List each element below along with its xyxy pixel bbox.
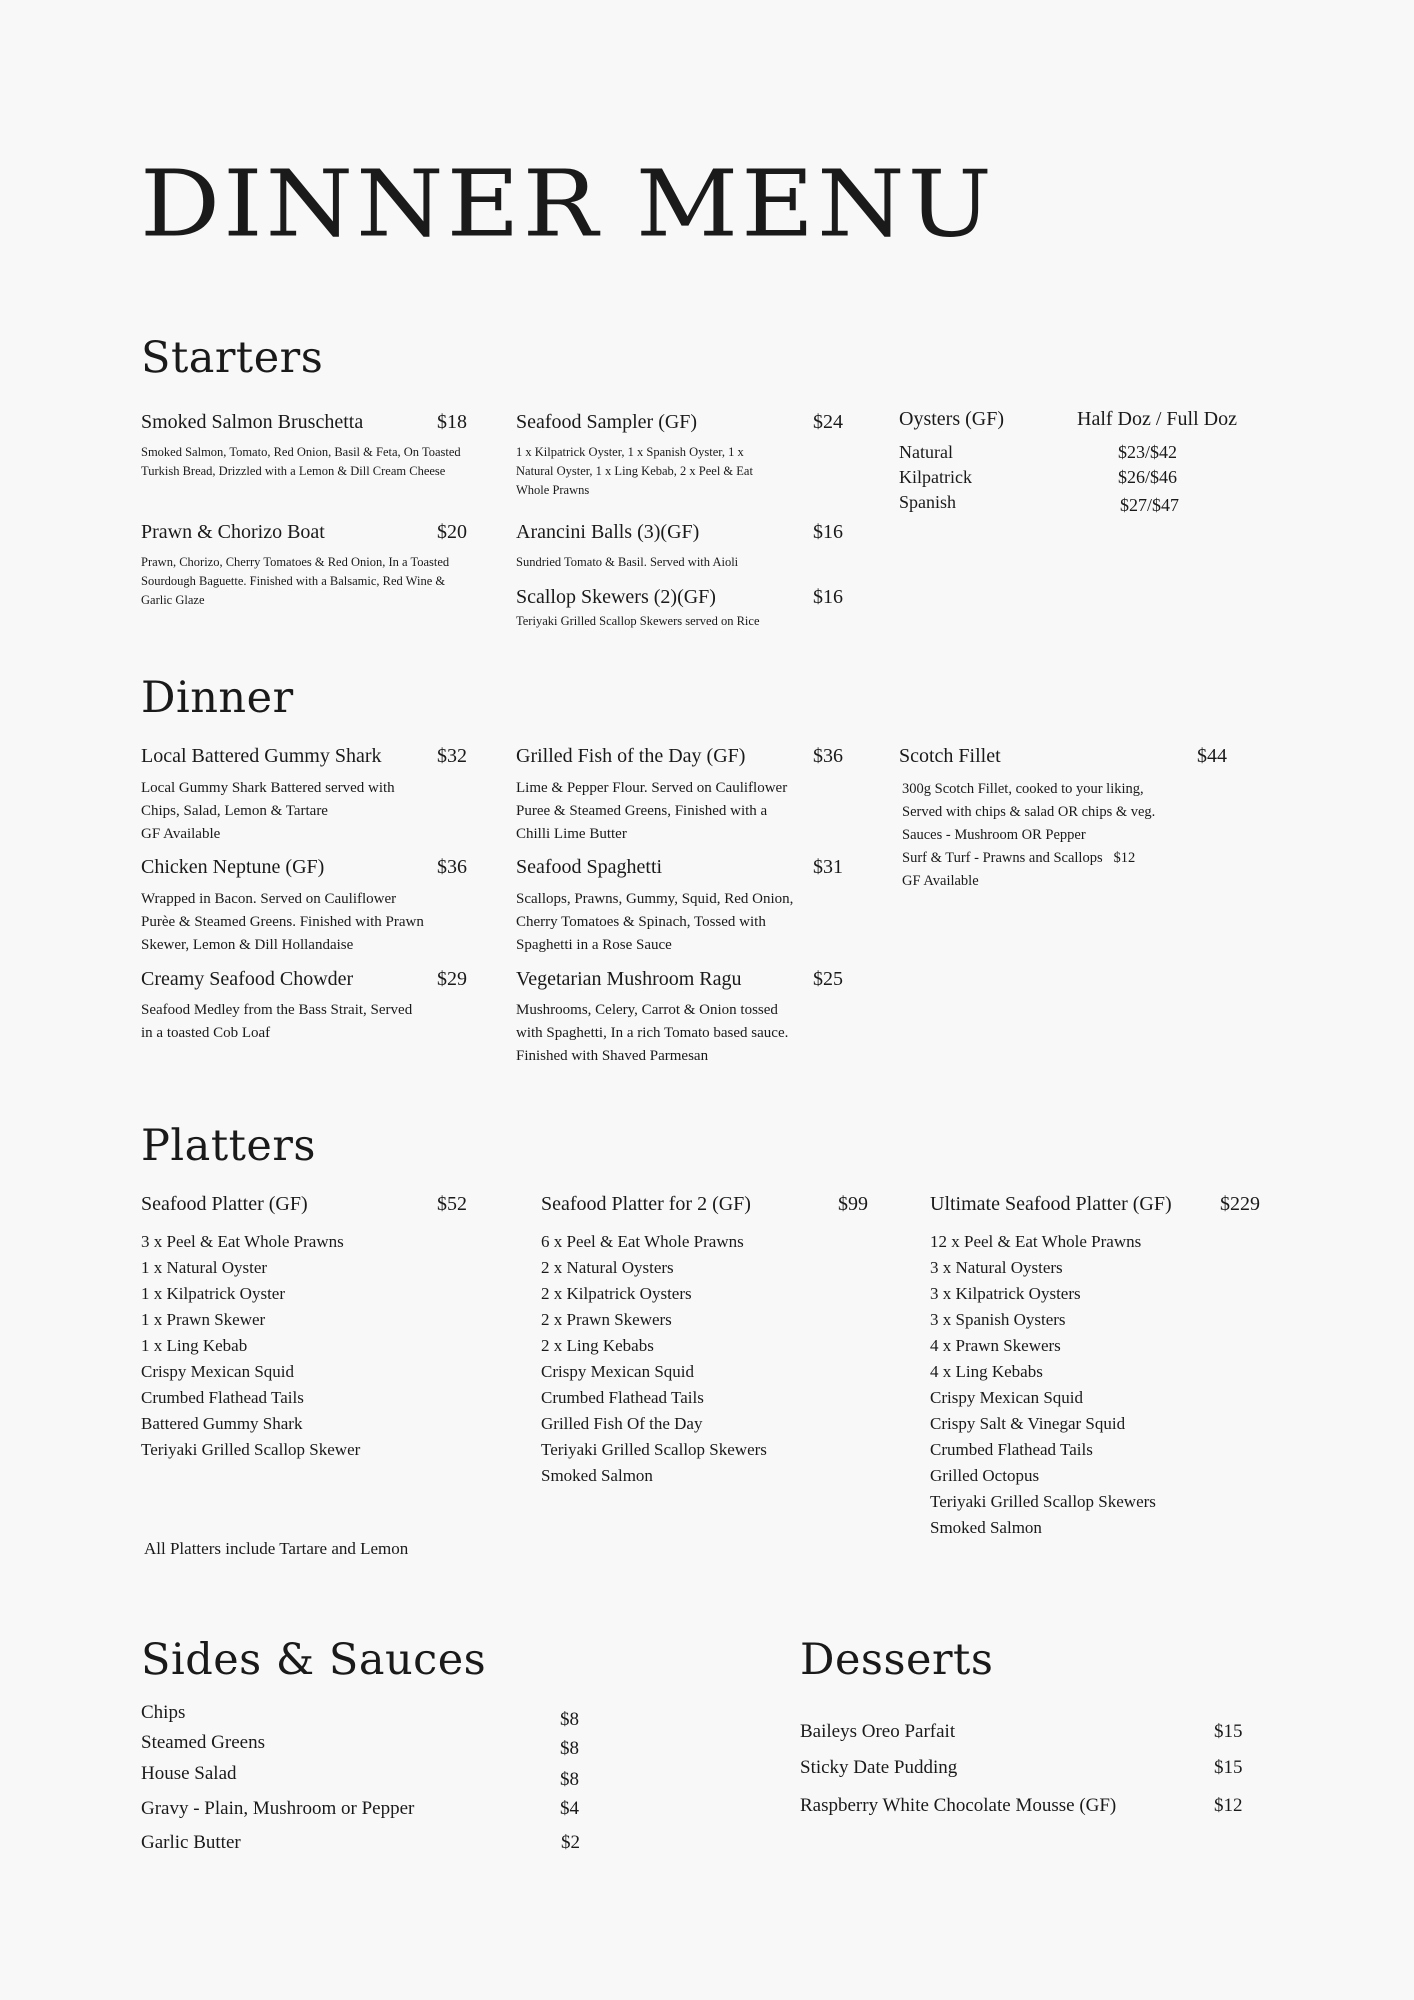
desc-line: Cherry Tomatoes & Spinach, Tossed with <box>516 914 766 930</box>
item-name: Creamy Seafood Chowder <box>141 968 354 990</box>
item-price: $25 <box>813 968 843 990</box>
list-item: 3 x Peel & Eat Whole Prawns <box>141 1232 344 1251</box>
side-price: $8 <box>560 1769 579 1790</box>
oyster-row-price: $26/$46 <box>1118 467 1178 487</box>
list-item: 12 x Peel & Eat Whole Prawns <box>930 1232 1142 1251</box>
dessert-price: $15 <box>1214 1757 1243 1778</box>
item-description <box>141 777 395 846</box>
section-heading-platters: Platters <box>141 1121 316 1171</box>
item-description <box>902 778 1155 893</box>
list-item: 2 x Ling Kebabs <box>541 1336 654 1355</box>
list-item: 3 x Spanish Oysters <box>930 1310 1066 1329</box>
list-item: Crispy Mexican Squid <box>541 1362 694 1381</box>
dessert-name: Baileys Oreo Parfait <box>800 1721 956 1742</box>
desc-line: Mushrooms, Celery, Carrot & Onion tossed <box>516 1002 778 1018</box>
item-name: Seafood Spaghetti <box>516 856 663 878</box>
item-price: $24 <box>813 411 843 433</box>
platter-name: Seafood Platter (GF) <box>141 1193 308 1215</box>
item-price: $16 <box>813 586 843 608</box>
page-title: DINNER MENU <box>140 149 995 258</box>
side-price: $2 <box>561 1832 580 1853</box>
desc-line: Lime & Pepper Flour. Served on Cauliflower <box>516 780 788 796</box>
list-item: 1 x Prawn Skewer <box>141 1310 266 1329</box>
item-description: Sundried Tomato & Basil. Served with Aioli <box>516 555 739 569</box>
side-name: Chips <box>141 1702 186 1723</box>
desc-line: in a toasted Cob Loaf <box>141 1025 271 1041</box>
side-price: $8 <box>560 1738 579 1759</box>
desc-line: GF Available <box>902 873 979 889</box>
item-name: Prawn & Chorizo Boat <box>141 521 325 543</box>
item-name: Smoked Salmon Bruschetta <box>141 411 364 433</box>
dessert-name: Sticky Date Pudding <box>800 1757 958 1778</box>
item-price: $36 <box>437 856 467 878</box>
desc-line: 300g Scotch Fillet, cooked to your liking, <box>902 781 1144 797</box>
item-description <box>516 888 793 957</box>
desc-line: Local Gummy Shark Battered served with <box>141 780 395 796</box>
item-name: Local Battered Gummy Shark <box>141 745 382 767</box>
oyster-row-name: Natural <box>899 442 953 462</box>
section-heading-starters: Starters <box>141 333 324 383</box>
desc-line: Finished with Shaved Parmesan <box>516 1048 709 1064</box>
item-price: $44 <box>1197 745 1227 767</box>
list-item: 1 x Natural Oyster <box>141 1258 268 1277</box>
list-item: Crispy Salt & Vinegar Squid <box>930 1414 1126 1433</box>
desc-line: Chilli Lime Butter <box>516 826 627 842</box>
item-name: Vegetarian Mushroom Ragu <box>516 968 742 990</box>
dessert-name: Raspberry White Chocolate Mousse (GF) <box>800 1795 1117 1816</box>
section-heading-sides: Sides & Sauces <box>141 1635 487 1685</box>
list-item: Smoked Salmon <box>541 1466 653 1485</box>
desc-line: Chips, Salad, Lemon & Tartare <box>141 803 328 819</box>
list-item: 4 x Ling Kebabs <box>930 1362 1043 1381</box>
list-item: Battered Gummy Shark <box>141 1414 303 1433</box>
list-item: Teriyaki Grilled Scallop Skewers <box>541 1440 767 1459</box>
list-item: Crumbed Flathead Tails <box>930 1440 1093 1459</box>
oyster-row-name: Kilpatrick <box>899 467 972 487</box>
item-description: Prawn, Chorizo, Cherry Tomatoes & Red Onion, In a Toasted Sourdough Baguette. Finished with a Balsamic, Red Wine & Garlic Glaze <box>141 555 450 607</box>
list-item: Teriyaki Grilled Scallop Skewer <box>141 1440 361 1459</box>
platter-price: $229 <box>1220 1193 1260 1215</box>
list-item: Teriyaki Grilled Scallop Skewers <box>930 1492 1156 1511</box>
item-price: $31 <box>813 856 843 878</box>
item-name: Arancini Balls (3)(GF) <box>516 521 700 543</box>
desc-line: GF Available <box>141 826 221 842</box>
list-item: 1 x Ling Kebab <box>141 1336 248 1355</box>
platter-name: Ultimate Seafood Platter (GF) <box>930 1193 1172 1215</box>
list-item: Crispy Mexican Squid <box>141 1362 294 1381</box>
desc-line: with Spaghetti, In a rich Tomato based sauce. <box>516 1025 789 1041</box>
side-price: $4 <box>560 1798 579 1819</box>
oyster-row-price: $23/$42 <box>1118 442 1178 462</box>
item-price: $18 <box>437 411 467 433</box>
side-name: Steamed Greens <box>141 1732 265 1753</box>
side-name: Garlic Butter <box>141 1832 241 1853</box>
list-item: 1 x Kilpatrick Oyster <box>141 1284 285 1303</box>
desc-line: Scallops, Prawns, Gummy, Squid, Red Onion, <box>516 891 794 907</box>
platter-contents <box>541 1229 767 1489</box>
desc-line: Served with chips & salad OR chips & veg. <box>902 804 1156 820</box>
oysters-price-header: Half Doz / Full Doz <box>1077 408 1237 430</box>
list-item: Crumbed Flathead Tails <box>541 1388 704 1407</box>
platter-price: $99 <box>838 1193 868 1215</box>
item-price: $29 <box>437 968 467 990</box>
item-description <box>516 777 787 846</box>
item-name: Scallop Skewers (2)(GF) <box>516 586 716 608</box>
oyster-row-price: $27/$47 <box>1120 495 1180 515</box>
side-name: House Salad <box>141 1763 237 1784</box>
oyster-row-name: Spanish <box>899 492 957 512</box>
dessert-price: $15 <box>1214 1721 1243 1742</box>
section-heading-desserts: Desserts <box>800 1635 994 1685</box>
desc-line: Sauces - Mushroom OR Pepper <box>902 827 1086 843</box>
list-item: Crispy Mexican Squid <box>930 1388 1083 1407</box>
platter-price: $52 <box>437 1193 467 1215</box>
side-price: $8 <box>560 1709 579 1730</box>
desc-line: Spaghetti in a Rose Sauce <box>516 937 672 953</box>
list-item: 2 x Kilpatrick Oysters <box>541 1284 692 1303</box>
desc-line: Purèe & Steamed Greens. Finished with Prawn <box>141 914 424 930</box>
dessert-price: $12 <box>1214 1795 1243 1816</box>
item-price: $36 <box>813 745 843 767</box>
desc-line: Puree & Steamed Greens, Finished with a <box>516 803 768 819</box>
desc-line: Skewer, Lemon & Dill Hollandaise <box>141 937 354 953</box>
item-name: Seafood Sampler (GF) <box>516 411 698 433</box>
desc-line: Wrapped in Bacon. Served on Cauliflower <box>141 891 397 907</box>
item-description: Smoked Salmon, Tomato, Red Onion, Basil & Feta, On Toasted Turkish Bread, Drizzled with a Lemon & Dill Cream Cheese <box>141 445 461 478</box>
platter-contents <box>141 1229 360 1463</box>
item-price: $20 <box>437 521 467 543</box>
item-description <box>516 999 788 1068</box>
platter-name: Seafood Platter for 2 (GF) <box>541 1193 751 1215</box>
item-name: Grilled Fish of the Day (GF) <box>516 745 746 767</box>
oysters-name: Oysters (GF) <box>899 408 1004 430</box>
list-item: Smoked Salmon <box>930 1518 1042 1537</box>
item-description <box>141 999 412 1045</box>
section-heading-dinner: Dinner <box>141 673 294 723</box>
item-description: Teriyaki Grilled Scallop Skewers served on Rice <box>516 614 760 628</box>
list-item: 2 x Natural Oysters <box>541 1258 674 1277</box>
item-price: $16 <box>813 521 843 543</box>
platters-note: All Platters include Tartare and Lemon <box>144 1539 409 1558</box>
item-name: Chicken Neptune (GF) <box>141 856 325 878</box>
item-description <box>141 888 424 957</box>
list-item: Grilled Octopus <box>930 1466 1040 1485</box>
desc-line: Surf & Turf - Prawns and Scallops $12 <box>902 850 1136 866</box>
list-item: 3 x Natural Oysters <box>930 1258 1063 1277</box>
item-price: $32 <box>437 745 467 767</box>
list-item: 6 x Peel & Eat Whole Prawns <box>541 1232 744 1251</box>
item-description: 1 x Kilpatrick Oyster, 1 x Spanish Oyster, 1 x Natural Oyster, 1 x Ling Kebab, 2 x Peel & Eat Whole Prawns <box>516 445 753 497</box>
platter-contents <box>930 1229 1156 1541</box>
list-item: 2 x Prawn Skewers <box>541 1310 672 1329</box>
side-name: Gravy - Plain, Mushroom or Pepper <box>141 1798 415 1819</box>
item-name: Scotch Fillet <box>899 745 1001 767</box>
desc-line: Seafood Medley from the Bass Strait, Served <box>141 1002 413 1018</box>
list-item: Crumbed Flathead Tails <box>141 1388 304 1407</box>
list-item: Grilled Fish Of the Day <box>541 1414 703 1433</box>
list-item: 3 x Kilpatrick Oysters <box>930 1284 1081 1303</box>
list-item: 4 x Prawn Skewers <box>930 1336 1061 1355</box>
